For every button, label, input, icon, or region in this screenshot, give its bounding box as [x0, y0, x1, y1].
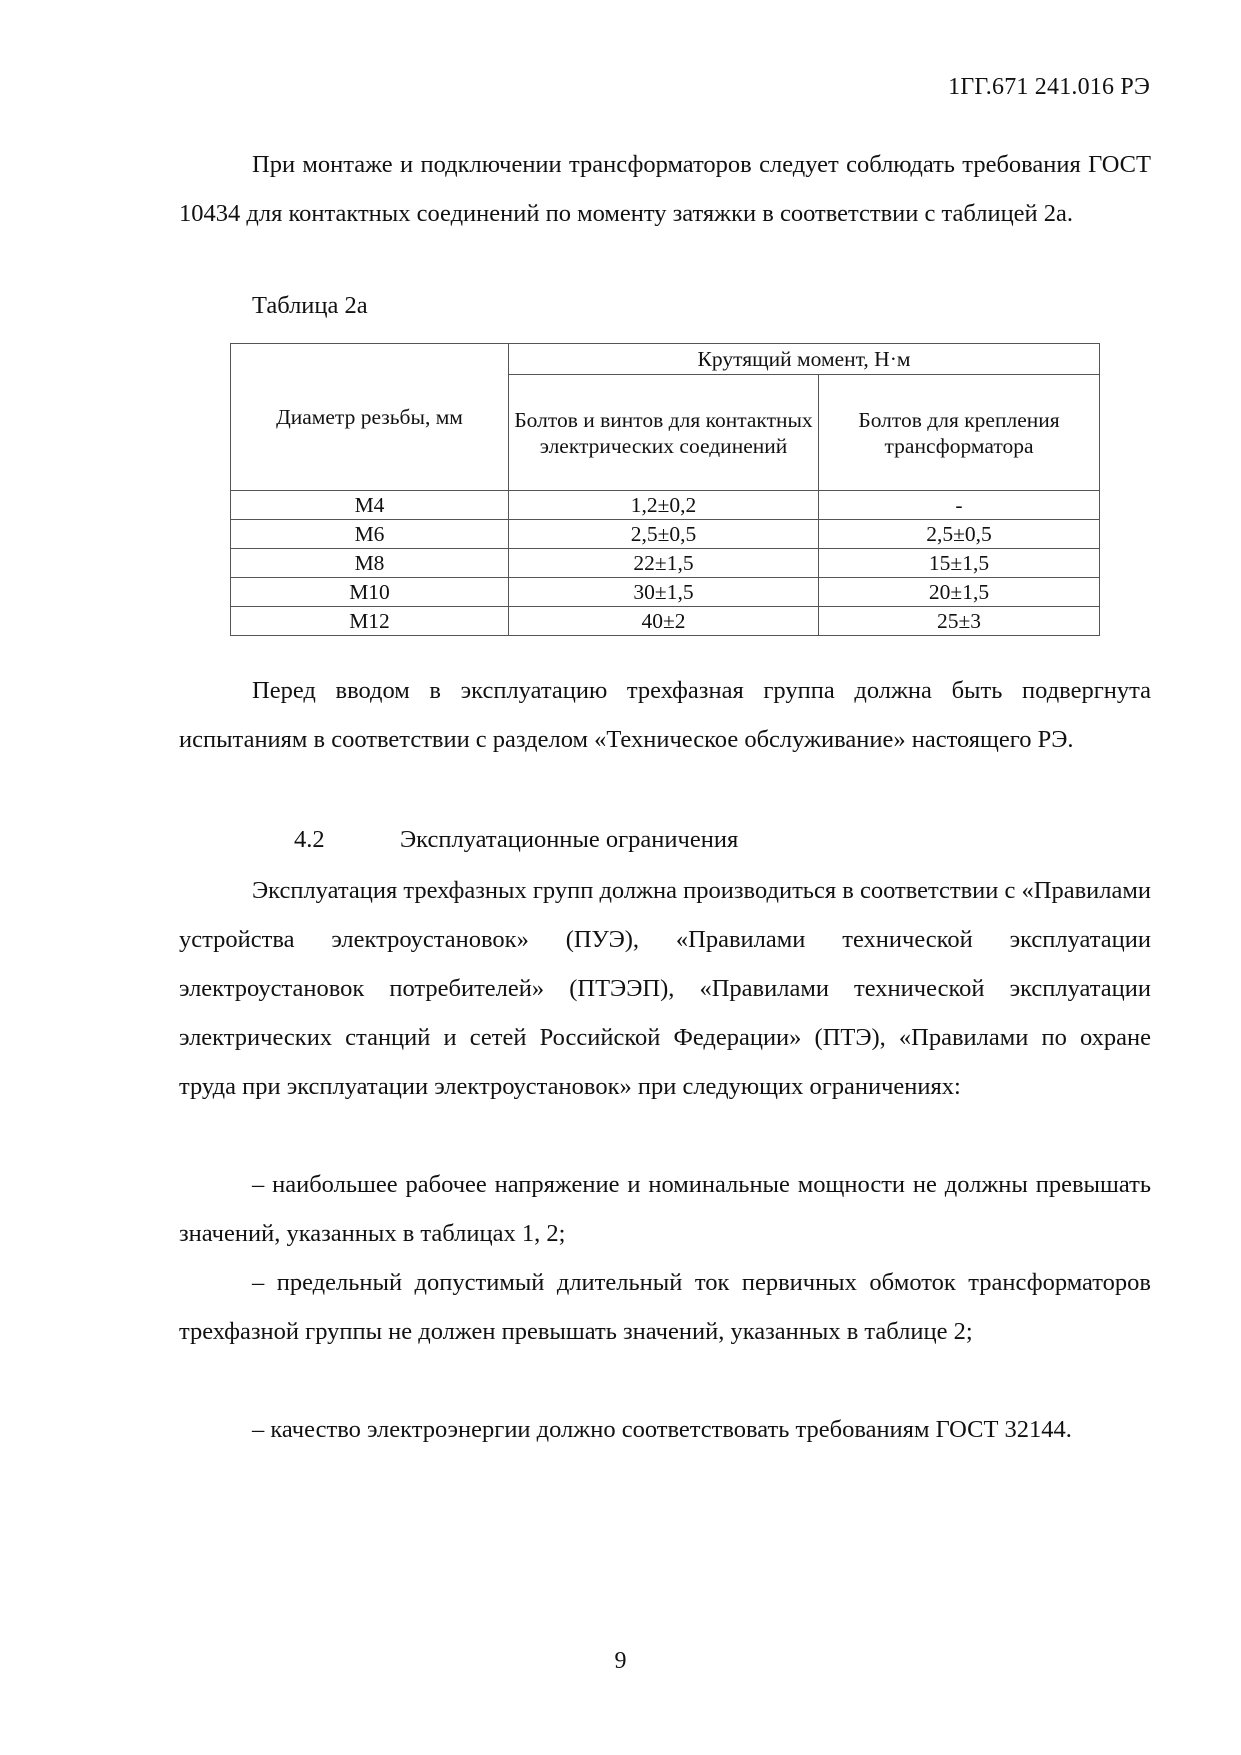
header-thread-diameter: Диаметр резьбы, мм	[231, 344, 509, 491]
torque-table	[230, 343, 1100, 636]
table-row	[231, 607, 1100, 636]
table-row	[231, 578, 1100, 607]
section-title: Эксплуатационные ограничения	[400, 826, 739, 853]
cell-mounting-torque: -	[819, 491, 1100, 520]
cell-mounting-torque: 2,5±0,5	[819, 520, 1100, 549]
paragraph-commissioning-tests: Перед вводом в эксплуатацию трехфазная группа должна быть подвергнута испытаниям в соответствии с разделом «Техническое обслуживание» настоящего РЭ.	[179, 677, 1151, 753]
cell-contact-torque: 1,2±0,2	[509, 491, 819, 520]
cell-diameter: М10	[231, 578, 509, 607]
cell-mounting-torque: 25±3	[819, 607, 1100, 636]
list-item: – качество электроэнергии должно соответствовать требованиям ГОСТ 32144.	[252, 1416, 1072, 1443]
cell-diameter: М8	[231, 549, 509, 578]
cell-contact-torque: 30±1,5	[509, 578, 819, 607]
cell-mounting-torque: 15±1,5	[819, 549, 1100, 578]
header-contact-bolts: Болтов и винтов для контактных электрических соединений	[509, 375, 819, 491]
cell-contact-torque: 40±2	[509, 607, 819, 636]
table-row	[231, 491, 1100, 520]
section-number: 4.2	[294, 826, 325, 853]
table-row	[231, 549, 1100, 578]
cell-contact-torque: 2,5±0,5	[509, 520, 819, 549]
table-row	[231, 520, 1100, 549]
cell-diameter: М12	[231, 607, 509, 636]
cell-diameter: М4	[231, 491, 509, 520]
header-mounting-bolts: Болтов для крепления трансформатора	[819, 375, 1100, 491]
document-code: 1ГГ.671 241.016 РЭ	[948, 74, 1150, 100]
page-number: 9	[614, 1648, 627, 1674]
cell-mounting-torque: 20±1,5	[819, 578, 1100, 607]
list-item: – предельный допустимый длительный ток первичных обмоток трансформаторов трехфазной группы не должен превышать значений, указанных в таблице 2;	[179, 1269, 1151, 1345]
header-torque-group: Крутящий момент, Н·м	[509, 344, 1100, 375]
list-item: – наибольшее рабочее напряжение и номинальные мощности не должны превышать значений, указанных в таблицах 1, 2;	[179, 1171, 1151, 1247]
cell-diameter: М6	[231, 520, 509, 549]
cell-contact-torque: 22±1,5	[509, 549, 819, 578]
table-caption: Таблица 2а	[252, 292, 368, 319]
paragraph-operating-rules: Эксплуатация трехфазных групп должна производиться в соответствии с «Правилами устройства электроустановок» (ПУЭ), «Правилами технической эксплуатации электроустановок потребителей» (ПТЭЭП), «Правилами технической эксплуатации электрических станций и сетей Российской Федерации» (ПТЭ), «Правилами по охране труда при эксплуатации электроустановок» при следующих ограничениях:	[179, 877, 1151, 1100]
paragraph-torque-requirements: При монтаже и подключении трансформаторов следует соблюдать требования ГОСТ 10434 для контактных соединений по моменту затяжки в соответствии с таблицей 2а.	[179, 151, 1151, 227]
section-heading	[294, 826, 738, 854]
